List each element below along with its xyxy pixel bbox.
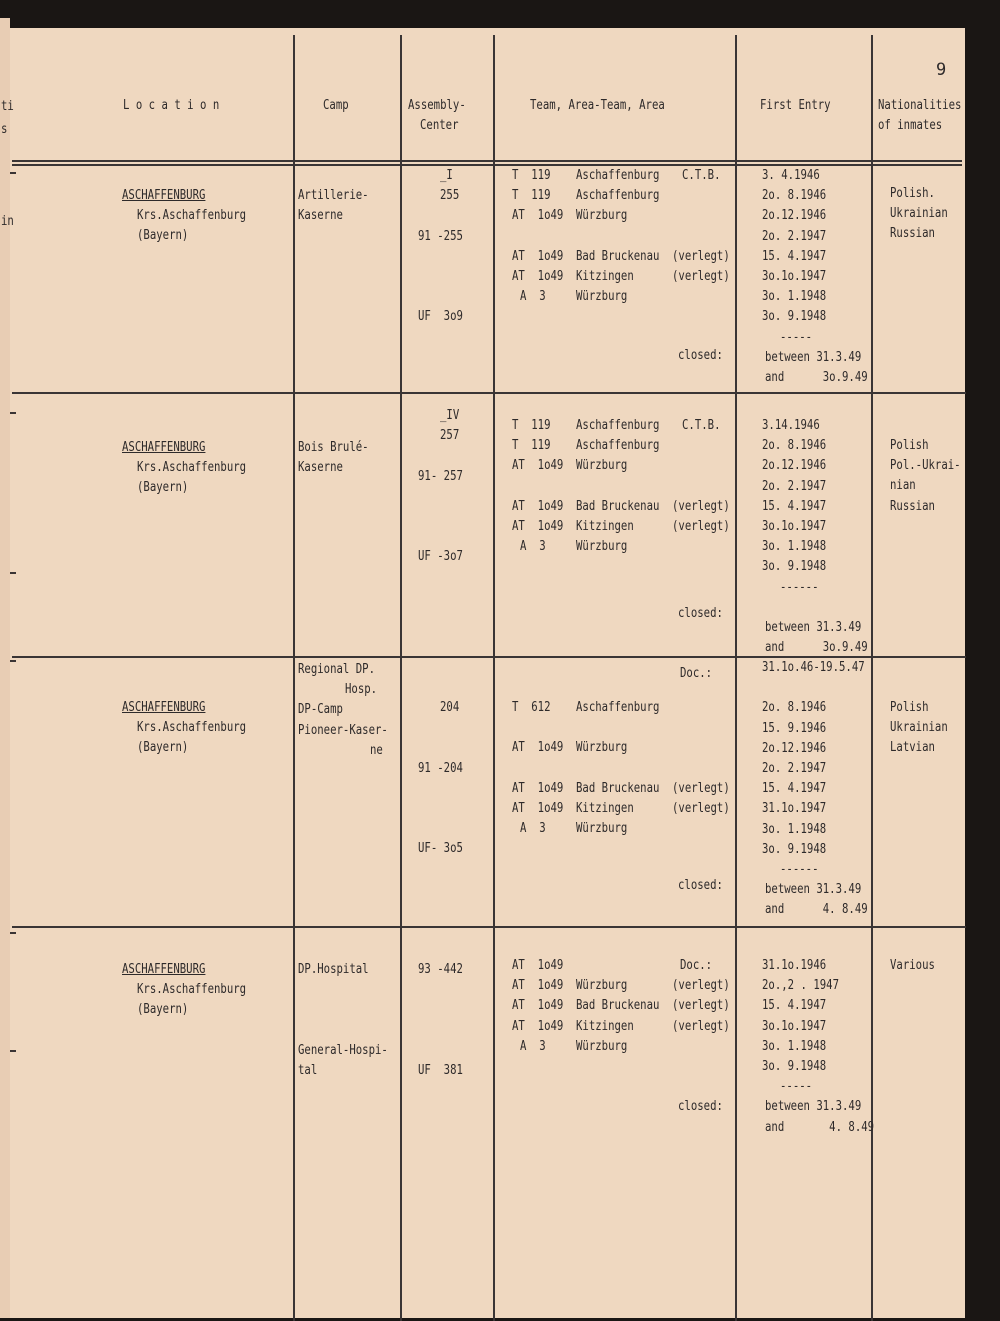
nationality: Ukrainian bbox=[890, 720, 948, 736]
team-area: Würzburg bbox=[576, 740, 628, 756]
first-entry-date: 2o. 2.1947 bbox=[762, 478, 827, 494]
location-detail: (Bayern) bbox=[137, 228, 189, 244]
team-code: AT 1o49 bbox=[512, 801, 564, 816]
team-note: (verlegt) bbox=[672, 1018, 730, 1034]
first-entry-date: and 3o.9.49 bbox=[765, 640, 868, 656]
camp-name: Hosp. bbox=[345, 682, 378, 698]
first-entry-date: 2o. 8.1946 bbox=[762, 700, 827, 716]
first-entry-date: 31.1o.1946 bbox=[762, 958, 827, 973]
first-entry-date: 3o. 1.1948 bbox=[762, 821, 827, 837]
camp-name: Regional DP. bbox=[298, 662, 376, 677]
first-entry-date: 3.14.1946 bbox=[762, 418, 820, 433]
column-rule bbox=[735, 35, 737, 1321]
first-entry-date: 3o. 1.1948 bbox=[762, 289, 827, 305]
location-name: ASCHAFFENBURG bbox=[122, 188, 206, 203]
first-entry-date: 2o.,2 . 1947 bbox=[762, 978, 840, 994]
assembly-center: UF -3o7 bbox=[418, 549, 463, 565]
team-code: AT 1o49 bbox=[512, 208, 564, 224]
first-entry-date: 2o. 8.1946 bbox=[762, 438, 827, 454]
team-code: T 119 bbox=[512, 418, 551, 433]
header-location: L o c a t i o n bbox=[123, 98, 220, 113]
first-entry-date: 15. 4.1947 bbox=[762, 498, 827, 514]
nationality: Russian bbox=[890, 498, 935, 514]
team-note: C.T.B. bbox=[682, 168, 721, 183]
first-entry-date: ----- bbox=[780, 1079, 813, 1095]
team-note: C.T.B. bbox=[682, 418, 721, 433]
header-nationalities: of inmates bbox=[878, 118, 943, 133]
team-note: (verlegt) bbox=[672, 269, 730, 284]
nationality: nian bbox=[890, 478, 916, 494]
team-code: AT 1o49 bbox=[512, 958, 564, 973]
first-entry-date: between 31.3.49 bbox=[765, 620, 862, 635]
first-entry-date: and 3o.9.49 bbox=[765, 370, 868, 385]
first-entry-date: ----- bbox=[780, 329, 813, 345]
header-assembly: Assembly- bbox=[408, 98, 466, 113]
team-code: T 612 bbox=[512, 700, 551, 715]
camp-name: DP.Hospital bbox=[298, 962, 369, 977]
first-entry-date: 3o.1o.1947 bbox=[762, 269, 827, 284]
team-area: Aschaffenburg bbox=[576, 700, 660, 715]
first-entry-date: 2o.12.1946 bbox=[762, 208, 827, 224]
first-entry-date: ------ bbox=[780, 862, 819, 877]
camp-name: Kaserne bbox=[298, 208, 343, 224]
first-entry-date: 3o. 1.1948 bbox=[762, 1038, 827, 1054]
column-rule bbox=[400, 35, 402, 1321]
margin-rule bbox=[10, 572, 16, 574]
team-area: Würzburg bbox=[576, 978, 628, 994]
team-code: AT 1o49 bbox=[512, 780, 564, 796]
team-code: AT 1o49 bbox=[512, 519, 564, 534]
camp-name: Artillerie- bbox=[298, 188, 369, 203]
doc-label: Doc.: bbox=[680, 958, 713, 973]
closed-label: closed: bbox=[678, 1099, 723, 1114]
team-code: AT 1o49 bbox=[512, 269, 564, 284]
assembly-center: 257 bbox=[440, 428, 460, 444]
team-area: Kitzingen bbox=[576, 519, 634, 534]
assembly-center: _IV bbox=[440, 408, 460, 423]
document-page bbox=[1, 28, 965, 1318]
margin-fragment: ti bbox=[1, 99, 14, 114]
location-detail: (Bayern) bbox=[137, 1002, 189, 1018]
assembly-center: 91 -204 bbox=[418, 760, 463, 776]
team-code: AT 1o49 bbox=[512, 498, 564, 514]
margin-rule bbox=[10, 660, 16, 662]
margin-rule bbox=[10, 412, 16, 414]
location-name: ASCHAFFENBURG bbox=[122, 700, 206, 715]
team-area: Aschaffenburg bbox=[576, 168, 660, 183]
team-code: T 119 bbox=[512, 438, 551, 454]
first-entry-date: 2o. 2.1947 bbox=[762, 228, 827, 244]
margin-fragment: in bbox=[1, 214, 14, 229]
first-entry-date: 2o.12.1946 bbox=[762, 740, 827, 756]
team-note: (verlegt) bbox=[672, 978, 730, 994]
margin-rule bbox=[10, 1050, 16, 1052]
location-detail: Krs.Aschaffenburg bbox=[137, 208, 247, 224]
nationality: Latvian bbox=[890, 740, 935, 756]
team-code: AT 1o49 bbox=[512, 998, 564, 1014]
assembly-center: _I bbox=[440, 168, 453, 183]
team-area: Bad Bruckenau bbox=[576, 498, 660, 514]
first-entry-date: 31.1o.1947 bbox=[762, 801, 827, 817]
team-area: Aschaffenburg bbox=[576, 188, 660, 204]
first-entry-date: 3o. 9.1948 bbox=[762, 559, 827, 575]
location-detail: Krs.Aschaffenburg bbox=[137, 720, 247, 736]
first-entry-date: 3o.1o.1947 bbox=[762, 519, 827, 534]
margin-rule bbox=[10, 172, 16, 174]
row-rule bbox=[12, 392, 966, 394]
first-entry-date: 2o. 8.1946 bbox=[762, 188, 827, 204]
location-detail: Krs.Aschaffenburg bbox=[137, 982, 247, 998]
row-rule bbox=[12, 160, 962, 162]
camp-name: DP-Camp bbox=[298, 702, 343, 718]
first-entry-date: 15. 4.1947 bbox=[762, 248, 827, 264]
nationality: Polish. bbox=[890, 186, 935, 201]
nationality: Polish bbox=[890, 438, 929, 453]
team-note: (verlegt) bbox=[672, 780, 730, 796]
margin-rule bbox=[10, 932, 16, 934]
first-entry-date: between 31.3.49 bbox=[765, 349, 862, 365]
team-code: T 119 bbox=[512, 168, 551, 183]
team-area: Aschaffenburg bbox=[576, 418, 660, 433]
first-entry-date: 2o.12.1946 bbox=[762, 458, 827, 474]
assembly-center: UF 3o9 bbox=[418, 309, 463, 325]
assembly-center: 204 bbox=[440, 700, 460, 715]
team-code: A 3 bbox=[520, 539, 546, 555]
team-area: Würzburg bbox=[576, 1038, 628, 1054]
first-entry-date: 3. 4.1946 bbox=[762, 168, 820, 183]
team-code: A 3 bbox=[520, 821, 546, 837]
team-code: AT 1o49 bbox=[512, 458, 564, 474]
first-entry-date: between 31.3.49 bbox=[765, 1099, 862, 1115]
team-note: (verlegt) bbox=[672, 998, 730, 1014]
location-detail: (Bayern) bbox=[137, 480, 189, 496]
header-camp: Camp bbox=[323, 98, 349, 113]
camp-name: General-Hospi- bbox=[298, 1042, 388, 1058]
assembly-center: UF- 3o5 bbox=[418, 841, 463, 857]
first-entry-date: 3o. 1.1948 bbox=[762, 539, 827, 555]
nationality: Various bbox=[890, 958, 935, 973]
first-entry-date: ------ bbox=[780, 579, 819, 595]
location-detail: Krs.Aschaffenburg bbox=[137, 460, 247, 476]
first-entry-date: and 4. 8.49 bbox=[765, 902, 868, 918]
team-area: Bad Bruckenau bbox=[576, 780, 660, 796]
location-name: ASCHAFFENBURG bbox=[122, 962, 206, 977]
closed-label: closed: bbox=[678, 878, 723, 893]
team-area: Würzburg bbox=[576, 539, 628, 555]
team-code: AT 1o49 bbox=[512, 248, 564, 264]
team-area: Würzburg bbox=[576, 458, 628, 474]
assembly-center: 91 -255 bbox=[418, 228, 463, 244]
location-detail: (Bayern) bbox=[137, 740, 189, 756]
first-entry-date: 3o. 9.1948 bbox=[762, 841, 827, 857]
first-entry-date: 15. 9.1946 bbox=[762, 720, 827, 736]
assembly-center: 255 bbox=[440, 188, 460, 204]
first-entry-date: 3o. 9.1948 bbox=[762, 1059, 827, 1074]
closed-label: closed: bbox=[678, 606, 723, 621]
team-code: AT 1o49 bbox=[512, 978, 564, 994]
camp-name: ne bbox=[370, 742, 383, 758]
first-entry-date: 3o. 9.1948 bbox=[762, 309, 827, 325]
team-area: Kitzingen bbox=[576, 801, 634, 816]
first-entry-date: between 31.3.49 bbox=[765, 882, 862, 898]
nationality: Polish bbox=[890, 700, 929, 715]
assembly-center: 91- 257 bbox=[418, 468, 463, 484]
team-code: A 3 bbox=[520, 1038, 546, 1054]
first-entry-date: 2o. 2.1947 bbox=[762, 761, 827, 776]
team-area: Kitzingen bbox=[576, 1018, 634, 1034]
first-entry-date: 15. 4.1947 bbox=[762, 998, 827, 1014]
closed-label: closed: bbox=[678, 348, 723, 363]
camp-name: tal bbox=[298, 1063, 318, 1078]
camp-name: Kaserne bbox=[298, 460, 343, 476]
team-note: (verlegt) bbox=[672, 519, 730, 534]
team-code: AT 1o49 bbox=[512, 1018, 564, 1034]
nationality: Russian bbox=[890, 226, 935, 242]
team-code: AT 1o49 bbox=[512, 740, 564, 756]
assembly-center: UF 381 bbox=[418, 1063, 463, 1078]
header-first-entry: First Entry bbox=[760, 98, 831, 113]
row-rule bbox=[12, 926, 966, 928]
doc-label: Doc.: bbox=[680, 666, 713, 681]
team-area: Aschaffenburg bbox=[576, 438, 660, 454]
first-entry-date: 15. 4.1947 bbox=[762, 781, 827, 797]
camp-name: Pioneer-Kaser- bbox=[298, 722, 388, 738]
header-assembly: Center bbox=[420, 118, 459, 133]
team-area: Kitzingen bbox=[576, 269, 634, 284]
team-note: (verlegt) bbox=[672, 801, 730, 816]
team-area: Würzburg bbox=[576, 289, 628, 305]
margin-fragment: s bbox=[1, 122, 8, 137]
first-entry-date: 3o.1o.1947 bbox=[762, 1018, 827, 1034]
nationality: Pol.-Ukrai- bbox=[890, 458, 961, 474]
nationality: Ukrainian bbox=[890, 206, 948, 222]
team-note: (verlegt) bbox=[672, 498, 730, 514]
header-team: Team, Area-Team, Area bbox=[530, 98, 665, 113]
column-rule bbox=[293, 35, 295, 1321]
team-code: A 3 bbox=[520, 289, 546, 305]
team-area: Bad Bruckenau bbox=[576, 248, 660, 264]
team-note: (verlegt) bbox=[672, 248, 730, 264]
assembly-center: 93 -442 bbox=[418, 962, 463, 977]
team-area: Bad Bruckenau bbox=[576, 998, 660, 1014]
location-name: ASCHAFFENBURG bbox=[122, 440, 206, 455]
first-entry-date: and 4. 8.49 bbox=[765, 1119, 875, 1135]
team-area: Würzburg bbox=[576, 821, 628, 837]
column-rule bbox=[493, 35, 495, 1321]
first-entry-date: 31.1o.46-19.5.47 bbox=[762, 660, 865, 675]
header-nationalities: Nationalities bbox=[878, 98, 962, 113]
page-number: 9 bbox=[936, 60, 947, 80]
team-code: T 119 bbox=[512, 188, 551, 204]
camp-name: Bois Brulé- bbox=[298, 440, 369, 455]
team-area: Würzburg bbox=[576, 208, 628, 224]
